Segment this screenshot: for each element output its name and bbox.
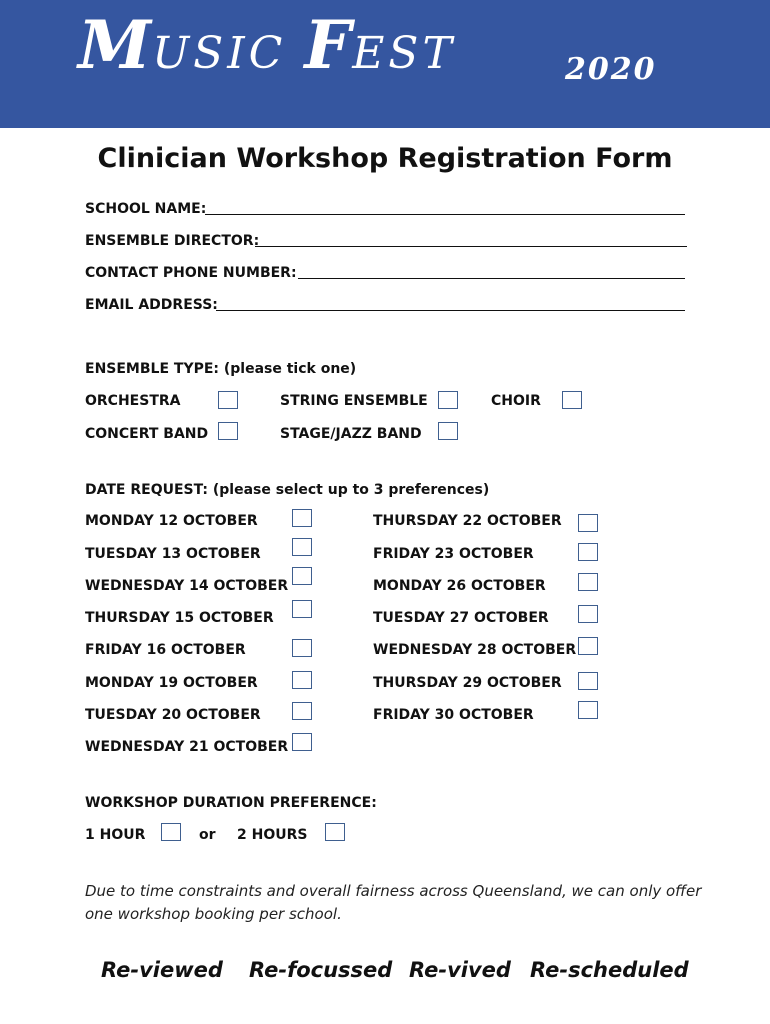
date-checkbox[interactable] xyxy=(578,573,598,591)
date-label: TUESDAY 20 OCTOBER xyxy=(85,707,261,723)
date-request-heading: DATE REQUEST: (please select up to 3 preferences) xyxy=(85,482,490,498)
header-banner xyxy=(0,0,770,128)
event-year: 2020 xyxy=(565,52,657,87)
ensemble-option-label: ORCHESTRA xyxy=(85,393,181,409)
date-checkbox[interactable] xyxy=(292,538,312,556)
date-checkbox[interactable] xyxy=(578,672,598,690)
date-label: THURSDAY 22 OCTOBER xyxy=(373,513,562,529)
date-label: FRIDAY 30 OCTOBER xyxy=(373,707,534,723)
date-checkbox[interactable] xyxy=(578,637,598,655)
slogan: Re-focussed xyxy=(249,958,393,982)
contact-phone-label: CONTACT PHONE NUMBER: xyxy=(85,265,297,281)
date-checkbox[interactable] xyxy=(292,671,312,689)
date-label: THURSDAY 29 OCTOBER xyxy=(373,675,562,691)
date-label: FRIDAY 16 OCTOBER xyxy=(85,642,246,658)
orchestra-checkbox[interactable] xyxy=(218,391,238,409)
date-label: TUESDAY 13 OCTOBER xyxy=(85,546,261,562)
date-checkbox[interactable] xyxy=(292,567,312,585)
date-label: FRIDAY 23 OCTOBER xyxy=(373,546,534,562)
date-checkbox[interactable] xyxy=(292,702,312,720)
date-label: WEDNESDAY 14 OCTOBER xyxy=(85,578,289,594)
date-checkbox[interactable] xyxy=(578,605,598,623)
ensemble-type-heading: ENSEMBLE TYPE: (please tick one) xyxy=(85,361,357,377)
date-label: TUESDAY 27 OCTOBER xyxy=(373,610,549,626)
date-checkbox[interactable] xyxy=(292,600,312,618)
email-address-field[interactable] xyxy=(216,310,685,311)
ensemble-option-label: CONCERT BAND xyxy=(85,426,209,442)
ensemble-option-label: STAGE/JAZZ BAND xyxy=(280,426,422,442)
ensemble-director-field[interactable] xyxy=(255,246,687,247)
date-checkbox[interactable] xyxy=(578,701,598,719)
email-address-label: EMAIL ADDRESS: xyxy=(85,297,218,313)
string-ensemble-checkbox[interactable] xyxy=(438,391,458,409)
date-label: MONDAY 19 OCTOBER xyxy=(85,675,258,691)
duration-1-hour-checkbox[interactable] xyxy=(161,823,181,841)
date-label: THURSDAY 15 OCTOBER xyxy=(85,610,274,626)
choir-checkbox[interactable] xyxy=(562,391,582,409)
event-logo-title: MUSIC FEST xyxy=(78,6,456,84)
booking-note: Due to time constraints and overall fairness across Queensland, we can only offer one workshop booking per school. xyxy=(85,882,702,923)
slogan: Re-vived xyxy=(409,958,511,982)
date-checkbox[interactable] xyxy=(292,733,312,751)
duration-or-text: or xyxy=(199,827,216,843)
duration-heading: WORKSHOP DURATION PREFERENCE: xyxy=(85,795,377,811)
date-checkbox[interactable] xyxy=(578,514,598,532)
date-label: MONDAY 26 OCTOBER xyxy=(373,578,546,594)
slogan: Re-scheduled xyxy=(530,958,689,982)
duration-2-hours-label: 2 HOURS xyxy=(237,827,308,843)
duration-2-hours-checkbox[interactable] xyxy=(325,823,345,841)
form-title: Clinician Workshop Registration Form xyxy=(97,143,673,174)
slogan: Re-viewed xyxy=(101,958,223,982)
stage-jazz-band-checkbox[interactable] xyxy=(438,422,458,440)
contact-phone-field[interactable] xyxy=(298,278,685,279)
date-checkbox[interactable] xyxy=(292,509,312,527)
ensemble-option-label: STRING ENSEMBLE xyxy=(280,393,428,409)
school-name-field[interactable] xyxy=(205,214,685,215)
date-label: MONDAY 12 OCTOBER xyxy=(85,513,258,529)
date-checkbox[interactable] xyxy=(292,639,312,657)
date-checkbox[interactable] xyxy=(578,543,598,561)
ensemble-option-label: CHOIR xyxy=(491,393,541,409)
date-label: WEDNESDAY 21 OCTOBER xyxy=(85,739,289,755)
date-label: WEDNESDAY 28 OCTOBER xyxy=(373,642,577,658)
ensemble-director-label: ENSEMBLE DIRECTOR: xyxy=(85,233,260,249)
concert-band-checkbox[interactable] xyxy=(218,422,238,440)
duration-1-hour-label: 1 HOUR xyxy=(85,827,146,843)
school-name-label: SCHOOL NAME: xyxy=(85,201,207,217)
